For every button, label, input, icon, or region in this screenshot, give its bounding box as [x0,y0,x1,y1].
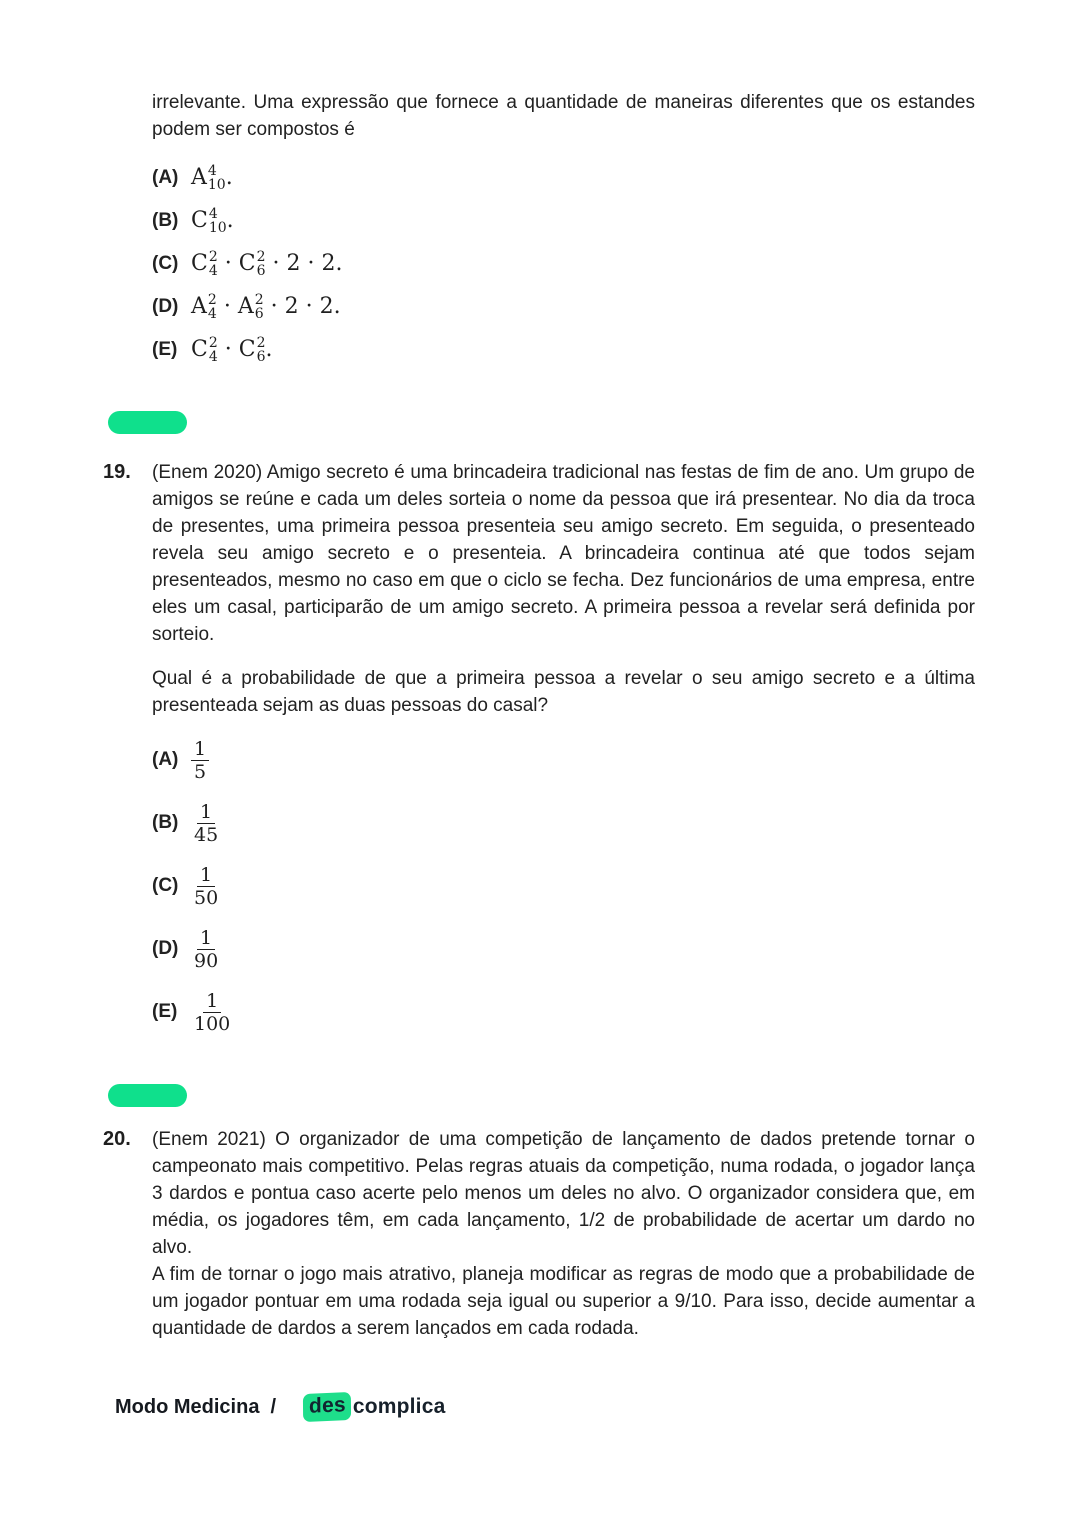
question-19-statement: (Enem 2020) Amigo secreto é uma brincadeira tradicional nas festas de fim de ano. Um grupo de amigos se reúne e cada um deles sorteia o nome da pessoa que irá presentear. No dia da troca de presentes, uma primeira pessoa presenteia seu amigo secreto. Em seguida, o presenteado revela seu amigo secreto e o presenteia. A brincadeira continua até que todos sejam presenteados, mesmo no caso em que o ciclo se fecha. Dez funcionários de uma empresa, entre eles um casal, participarão de um amigo secreto. A primeira pessoa a revelar será definida por sorteio. [152,462,975,645]
question18-continuation [152,0,975,366]
question19-options-list [152,738,975,1034]
scripted-symbol: A 2 6 [237,292,264,322]
answer-option-row [152,801,975,845]
answer-key-pill-1 [108,411,187,434]
page-footer [115,1393,445,1421]
option-letter-label: (C) [152,253,179,274]
multiplication-dot: · [270,294,278,319]
answer-key-pill-2 [108,1084,187,1107]
option-expression: C 2 4 · C 2 6 . [191,335,273,365]
fraction: $\frac{1}{45}$ [194,800,219,846]
question-19 [103,459,975,1035]
answer-option-row [152,990,975,1034]
answer-option-row [152,334,975,366]
question18-continuation-text: irrelevante. Uma expressão que fornece a quantidade de maneiras diferentes que os estandes podem ser compostos é [152,92,975,140]
scripted-symbol: C 2 4 [191,249,218,279]
question-20-statement-continued: A fim de tornar o jogo mais atrativo, planeja modificar as regras de modo que a probabilidade de um jogador pontuar em uma rodada seja igual ou superior a 9/10. Para isso, decide aumentar a quantidade de dardos a serem lançados em cada rodada. [152,1264,975,1339]
option-expression [191,865,221,908]
option-expression [191,991,233,1034]
multiplication-dot: · [305,294,313,319]
multiplication-dot: · [307,251,315,276]
option-letter-label: (C) [152,875,179,896]
scripted-symbol: A 4 10 [191,163,226,193]
footer-separator: / [270,1395,277,1418]
question-19-prompt: Qual é a probabilidade de que a primeira pessoa a revelar o seu amigo secreto e a última presenteada sejam as duas pessoas do casal? [152,668,975,716]
course-name-label: Modo Medicina [115,1395,260,1418]
answer-option-row [152,864,975,908]
answer-option-row [152,162,975,194]
option-expression: A 4 10 . [191,163,233,193]
option-expression: C 2 4 · C 2 6 · 2 · 2. [191,249,343,279]
descomplica-logo-text: complica [352,1395,446,1418]
answer-option-row [152,927,975,971]
scripted-symbol: C 2 6 [238,335,266,365]
scripted-symbol: C 2 6 [238,249,266,279]
option-expression [191,928,221,971]
question-20 [103,1126,975,1342]
scripted-symbol: C 4 10 [191,206,227,236]
fraction: $\frac{1}{90}$ [194,926,219,972]
question-20-statement: (Enem 2021) O organizador de uma competição de lançamento de dados pretende tornar o campeonato mais competitivo. Pelas regras atuais da competição, numa rodada, o jogador lança 3 dardos e pontua caso acerte pelo menos um deles no alvo. O organizador considera que, em média, os jogadores têm, em cada lançamento, 1/2 de probabilidade de acertar um dardo no alvo. [152,1129,975,1258]
scripted-symbol: C 2 4 [191,335,218,365]
option-letter-label: (B) [152,210,179,231]
answer-option-row [152,738,975,782]
multiplication-dot: · [223,294,231,319]
question18-options-list [152,162,975,366]
answer-option-row [152,248,975,280]
option-letter-label: (A) [152,749,179,770]
fraction: $\frac{1}{5}$ [191,739,209,782]
answer-option-row [152,205,975,237]
option-letter-label: (B) [152,812,179,833]
option-expression [191,739,209,782]
option-letter-label: (D) [152,296,179,317]
option-expression: A 2 4 · A 2 6 · 2 · 2. [191,292,341,322]
multiplication-dot: · [224,251,232,276]
answer-option-row [152,291,975,323]
option-letter-label: (E) [152,1001,178,1022]
option-letter-label: (D) [152,938,179,959]
fraction: $\frac{1}{50}$ [194,863,219,909]
multiplication-dot: · [272,251,280,276]
descomplica-logo [303,1393,445,1421]
option-letter-label: (A) [152,167,179,188]
option-expression: C 4 10 . [191,206,234,236]
scripted-symbol: A 2 4 [191,292,217,322]
option-expression [191,802,221,845]
question-19-number: 19. [103,461,131,483]
descomplica-logo-green-mark: des [303,1392,351,1422]
fraction: $\frac{1}{100}$ [194,989,231,1035]
option-letter-label: (E) [152,339,178,360]
multiplication-dot: · [224,337,232,362]
question-20-number: 20. [103,1128,131,1150]
